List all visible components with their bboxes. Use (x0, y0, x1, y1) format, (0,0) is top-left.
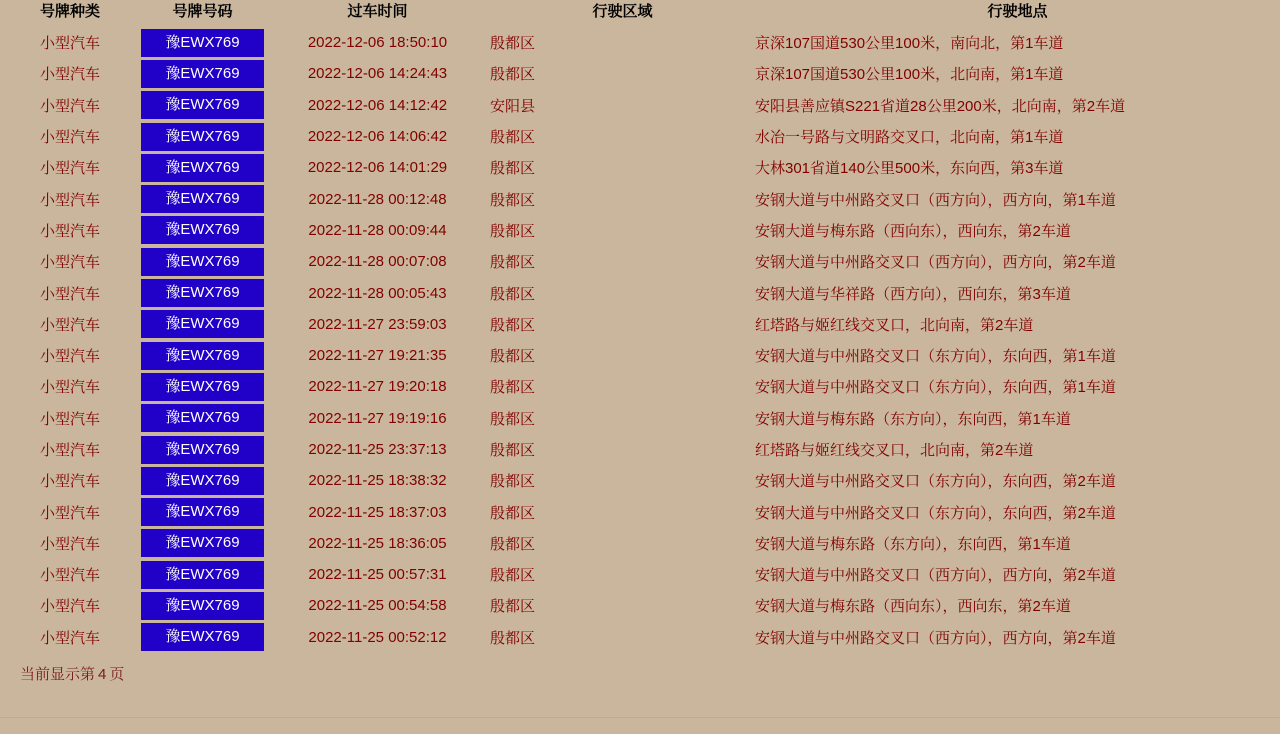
cell-plate-number[interactable] (140, 559, 265, 590)
cell-plate-type: 小型汽车 (39, 285, 100, 303)
cell-place: 安钢大道与中州路交叉口（西方向），西方向，第2车道 (755, 567, 1116, 585)
table-row[interactable] (0, 183, 1280, 214)
cell-plate-type: 小型汽车 (39, 129, 100, 147)
cell-area: 殷都区 (490, 598, 536, 616)
table-row[interactable] (0, 309, 1280, 340)
cell-place: 安钢大道与梅东路（东方向），东向西，第1车道 (755, 535, 1071, 553)
cell-area: 殷都区 (490, 160, 536, 178)
plate-badge[interactable]: 豫EWX769 (141, 279, 264, 307)
cell-pass-time: 2022-11-25 00:52:12 (308, 628, 447, 646)
table-header-row (0, 0, 1280, 27)
cell-plate-type: 小型汽车 (39, 629, 100, 647)
cell-plate-number[interactable] (140, 590, 265, 621)
column-header-pass-time: 过车时间 (347, 3, 408, 20)
cell-place: 安钢大道与梅东路（西向东），西向东，第2车道 (755, 598, 1071, 616)
table-row[interactable] (0, 465, 1280, 496)
cell-area: 殷都区 (490, 285, 536, 303)
cell-pass-time: 2022-12-06 14:01:29 (307, 159, 448, 177)
cell-area: 殷都区 (490, 66, 536, 84)
plate-badge[interactable]: 豫EWX769 (141, 216, 264, 244)
cell-pass-time: 2022-11-25 18:37:03 (308, 503, 447, 521)
cell-plate-type: 小型汽车 (39, 567, 100, 585)
cell-pass-time: 2022-12-06 14:06:42 (307, 128, 448, 146)
cell-plate-type: 小型汽车 (39, 97, 100, 115)
cell-place: 安钢大道与中州路交叉口（东方向），东向西，第2车道 (755, 504, 1116, 522)
table-row[interactable] (0, 590, 1280, 621)
table-row[interactable] (0, 277, 1280, 308)
plate-badge[interactable]: 豫EWX769 (141, 467, 264, 495)
table-row[interactable] (0, 434, 1280, 465)
cell-area: 殷都区 (490, 191, 536, 209)
cell-plate-number[interactable] (140, 371, 265, 402)
cell-area: 殷都区 (490, 222, 536, 240)
table-row[interactable] (0, 121, 1280, 152)
cell-place: 大林301省道140公里500米，东向西，第3车道 (755, 160, 1064, 178)
plate-badge[interactable]: 豫EWX769 (141, 185, 264, 213)
table-row[interactable] (0, 403, 1280, 434)
cell-place: 红塔路与姬红线交叉口，北向南，第2车道 (755, 442, 1034, 459)
cell-plate-number[interactable] (140, 403, 265, 434)
cell-area: 殷都区 (490, 535, 536, 553)
column-header-area: 行驶区域 (592, 3, 653, 20)
table-row[interactable] (0, 528, 1280, 559)
cell-pass-time: 2022-11-25 23:37:13 (308, 441, 447, 458)
cell-area: 殷都区 (490, 504, 536, 522)
column-header-place: 行驶地点 (987, 3, 1048, 20)
table-row[interactable] (0, 152, 1280, 183)
plate-badge[interactable]: 豫EWX769 (141, 154, 264, 182)
cell-pass-time: 2022-11-28 00:05:43 (308, 284, 447, 302)
cell-place: 安阳县善应镇S221省道28公里200米，北向南，第2车道 (755, 97, 1126, 115)
plate-badge[interactable]: 豫EWX769 (141, 29, 264, 57)
cell-plate-type: 小型汽车 (39, 348, 100, 366)
cell-plate-number[interactable] (140, 277, 265, 308)
cell-pass-time: 2022-11-28 00:09:44 (308, 221, 447, 239)
cell-plate-type: 小型汽车 (39, 442, 100, 459)
table-row[interactable] (0, 27, 1280, 58)
cell-plate-type: 小型汽车 (39, 222, 100, 240)
cell-area: 殷都区 (490, 473, 536, 491)
cell-area: 殷都区 (490, 129, 536, 147)
cell-area: 殷都区 (490, 442, 536, 459)
cell-plate-type: 小型汽车 (39, 598, 100, 616)
cell-pass-time: 2022-11-28 00:07:08 (308, 253, 447, 271)
cell-pass-time: 2022-11-27 19:20:18 (308, 378, 447, 396)
cell-plate-type: 小型汽车 (39, 35, 100, 53)
table-row[interactable] (0, 215, 1280, 246)
pagination-status (0, 663, 1280, 684)
cell-place: 安钢大道与中州路交叉口（东方向），东向西，第2车道 (755, 473, 1116, 491)
plate-badge[interactable]: 豫EWX769 (141, 561, 264, 589)
pagination-page-number: 4 (98, 665, 107, 683)
table-row[interactable] (0, 90, 1280, 121)
cell-pass-time: 2022-11-25 00:54:58 (308, 597, 447, 615)
cell-plate-type: 小型汽车 (39, 504, 100, 522)
cell-place: 安钢大道与中州路交叉口（东方向），东向西，第1车道 (755, 348, 1116, 366)
cell-pass-time: 2022-11-27 23:59:03 (308, 315, 447, 333)
plate-badge[interactable]: 豫EWX769 (141, 60, 264, 88)
cell-pass-time: 2022-11-28 00:12:48 (308, 190, 447, 208)
cell-area: 殷都区 (490, 316, 536, 334)
plate-badge[interactable]: 豫EWX769 (141, 91, 264, 119)
cell-pass-time: 2022-11-25 18:38:32 (308, 472, 447, 490)
cell-plate-number[interactable] (140, 90, 265, 121)
cell-plate-number[interactable] (140, 340, 265, 371)
cell-plate-type: 小型汽车 (39, 410, 100, 428)
cell-plate-number[interactable] (140, 465, 265, 496)
table-row[interactable] (0, 622, 1280, 653)
cell-area: 殷都区 (490, 629, 536, 647)
cell-pass-time: 2022-11-27 19:19:16 (308, 409, 447, 427)
cell-plate-number[interactable] (140, 215, 265, 246)
cell-plate-type: 小型汽车 (39, 254, 100, 272)
table-row[interactable] (0, 58, 1280, 89)
plate-badge[interactable]: 豫EWX769 (141, 592, 264, 620)
cell-area: 安阳县 (490, 97, 536, 115)
cell-place: 京深107国道530公里100米，南向北，第1车道 (755, 35, 1064, 53)
plate-badge[interactable]: 豫EWX769 (141, 498, 264, 526)
cell-plate-type: 小型汽车 (39, 66, 100, 84)
cell-pass-time: 2022-12-06 18:50:10 (307, 34, 448, 52)
table-body (0, 27, 1280, 653)
column-header-plate-number: 号牌号码 (172, 3, 233, 20)
cell-place: 水冶一号路与文明路交叉口，北向南，第1车道 (755, 129, 1064, 147)
table-row[interactable] (0, 496, 1280, 527)
cell-plate-number[interactable] (140, 434, 265, 465)
cell-plate-type: 小型汽车 (39, 379, 100, 397)
cell-plate-type: 小型汽车 (39, 316, 100, 334)
cell-plate-number[interactable] (140, 246, 265, 277)
cell-plate-number[interactable] (140, 622, 265, 653)
cell-area: 殷都区 (490, 567, 536, 585)
pagination-prefix: 当前显示第 (20, 665, 96, 683)
cell-plate-number[interactable] (140, 496, 265, 527)
table-row[interactable] (0, 371, 1280, 402)
cell-area: 殷都区 (490, 410, 536, 428)
cell-plate-number[interactable] (140, 58, 265, 89)
table-row[interactable] (0, 340, 1280, 371)
cell-plate-number[interactable] (140, 183, 265, 214)
cell-place: 安钢大道与中州路交叉口（东方向），东向西，第1车道 (755, 379, 1116, 397)
cell-pass-time: 2022-12-06 14:12:42 (307, 96, 448, 114)
column-header-plate-type: 号牌种类 (39, 3, 100, 20)
cell-plate-type: 小型汽车 (39, 535, 100, 553)
cell-place: 安钢大道与中州路交叉口（西方向），西方向，第1车道 (755, 191, 1116, 209)
cell-plate-type: 小型汽车 (39, 160, 100, 178)
cell-plate-number[interactable] (140, 27, 265, 58)
cell-area: 殷都区 (490, 35, 536, 53)
cell-place: 安钢大道与华祥路（西方向），西向东，第3车道 (755, 285, 1071, 303)
cell-area: 殷都区 (490, 348, 536, 366)
cell-pass-time: 2022-11-25 18:36:05 (308, 534, 447, 552)
cell-plate-type: 小型汽车 (39, 191, 100, 209)
plate-badge[interactable]: 豫EWX769 (141, 248, 264, 276)
cell-plate-number[interactable] (140, 309, 265, 340)
cell-place: 红塔路与姬红线交叉口，北向南，第2车道 (755, 316, 1034, 334)
cell-pass-time: 2022-11-27 19:21:35 (308, 347, 447, 365)
cell-area: 殷都区 (490, 379, 536, 397)
plate-badge[interactable]: 豫EWX769 (141, 623, 264, 651)
cell-plate-number[interactable] (140, 528, 265, 559)
cell-place: 京深107国道530公里100米，北向南，第1车道 (755, 66, 1064, 84)
plate-badge[interactable]: 豫EWX769 (141, 373, 264, 401)
bottom-strip (0, 717, 1280, 734)
cell-pass-time: 2022-12-06 14:24:43 (307, 65, 448, 83)
cell-plate-type: 小型汽车 (39, 473, 100, 491)
cell-place: 安钢大道与中州路交叉口（西方向），西方向，第2车道 (755, 254, 1116, 272)
plate-badge[interactable]: 豫EWX769 (141, 436, 264, 464)
cell-pass-time: 2022-11-25 00:57:31 (308, 566, 447, 584)
cell-plate-number[interactable] (140, 121, 265, 152)
cell-place: 安钢大道与梅东路（东方向），东向西，第1车道 (755, 410, 1071, 428)
table-row[interactable] (0, 246, 1280, 277)
cell-plate-number[interactable] (140, 152, 265, 183)
pagination-suffix: 页 (109, 665, 125, 683)
table-row[interactable] (0, 559, 1280, 590)
plate-badge[interactable]: 豫EWX769 (141, 529, 264, 557)
plate-badge[interactable]: 豫EWX769 (141, 404, 264, 432)
plate-badge[interactable]: 豫EWX769 (141, 342, 264, 370)
cell-area: 殷都区 (490, 254, 536, 272)
plate-badge[interactable]: 豫EWX769 (141, 310, 264, 338)
cell-place: 安钢大道与梅东路（西向东），西向东，第2车道 (755, 222, 1071, 240)
plate-badge[interactable]: 豫EWX769 (141, 123, 264, 151)
cell-place: 安钢大道与中州路交叉口（西方向），西方向，第2车道 (755, 629, 1116, 647)
table-header (0, 0, 1280, 27)
